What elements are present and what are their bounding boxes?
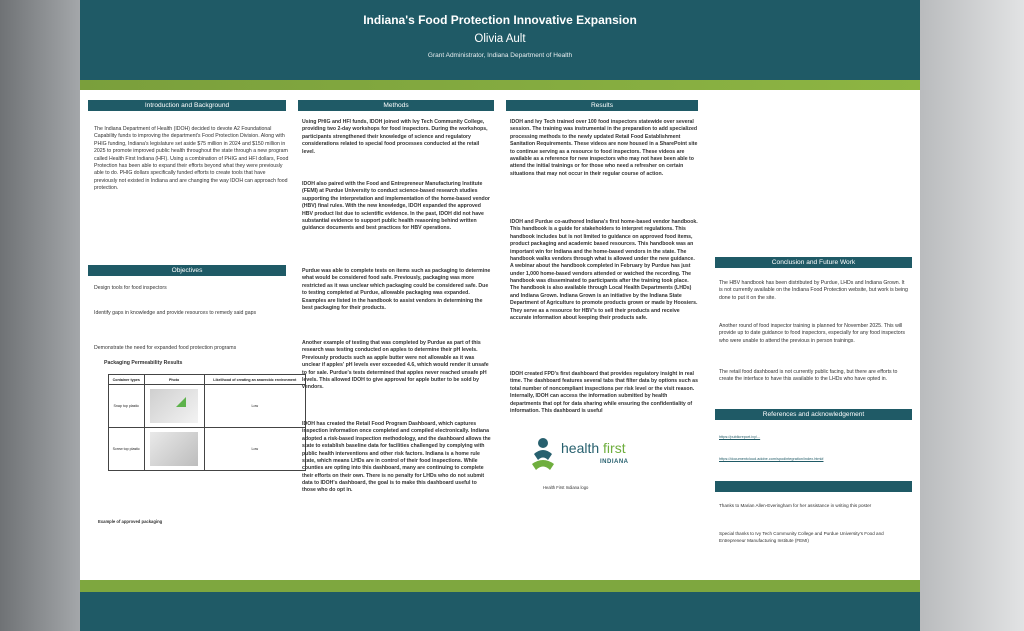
packaging-col-likelihood: Likelihood of creating an anaerobic environment — [204, 375, 305, 385]
logo-subtext: INDIANA — [600, 459, 629, 465]
methods-para-5: IDOH has created the Retail Food Program Dashboard, which captures inspection information once completed and compiled electronically. Indiana adopted a risk-based inspection methodology, and the dashboard allows the state to establish baseline data for facilities challenged by complying with public health interventions and other risk factors. Indiana is a home rule state, which means LHDs are in control of their food inspections. While counties are opting into this dashboard, many are continuing to complete their efforts on their own. There is no penalty for LHDs who do not submit data to IDOH's dashboard, the goal is to make this dashboard useful to those who do opt in. — [302, 421, 491, 494]
acknowledgement-1: Thanks to Marian Allen-Everingham for her assistance in writing this poster — [719, 503, 872, 508]
acknowledgement-bar — [715, 481, 912, 492]
packaging-type-cell: Snap top plastic — [109, 385, 145, 428]
poster-affiliation: Grant Administrator, Indiana Department of Health — [427, 52, 573, 59]
methods-para-2: IDOH also paired with the Food and Entrepreneur Manufacturing Institute (FEMI) at Purdue University to conduct science-based research studies supporting the interpretation and implementation of the home-based vendor (HBV) final rules. With the new knowledge, IDOH expanded the approved HBV product list due to scientific evidence. In the past, IDOH did not have substantial evidence to support public health reasoning behind written guidance documents and best practices for HBV operations. — [302, 181, 490, 232]
backdrop-right — [920, 0, 1024, 631]
packaging-photo-cell — [144, 385, 204, 428]
objective-3: Demonstrate the need for expanded food protection programs — [94, 345, 237, 351]
header-stripe — [80, 80, 920, 90]
objective-1: Design tools for food inspectors — [94, 285, 167, 291]
snap-top-container-image — [150, 389, 198, 423]
packaging-likelihood-cell: Low — [204, 385, 305, 428]
poster-author: Olivia Ault — [474, 33, 526, 45]
logo-word-health: health — [561, 440, 600, 456]
poster-header — [80, 0, 920, 80]
methods-heading: Methods — [298, 100, 494, 111]
poster-title: Indiana's Food Protection Innovative Expansion — [363, 13, 637, 27]
methods-para-3: Purdue was able to complete tests on items such as packaging to determine what would be considered food safe. Previously, packaging was more restricted as it was unclear which packaging could be considered safe. Due to testing completed at Purdue, allowable packaging was expanded. Examples are listed in the handbook to assist vendors in determining the best packaging for their products. — [302, 268, 491, 311]
packaging-col-photo: Photo — [144, 375, 204, 385]
references-heading: References and acknowledgement — [715, 409, 912, 420]
results-heading: Results — [506, 100, 698, 111]
methods-para-1: Using PHIG and HFI funds, IDOH joined with Ivy Tech Community College, providing two 2-day workshops for food inspectors. During the workshops, participants strengthened their knowledge of science and regulatory considerations related to special food processes conducted at the retail level. — [302, 119, 488, 155]
footer-stripe — [80, 580, 920, 592]
packaging-photo-cell — [144, 428, 204, 471]
reference-link-2[interactable]: https://documentcloud.adobe.com/spodintegration/index.html# — [719, 457, 824, 461]
packaging-caption: Example of approved packaging — [98, 519, 163, 524]
table-row — [109, 385, 306, 428]
conclusion-heading: Conclusion and Future Work — [715, 257, 912, 268]
acknowledgement-2: Special thanks to Ivy Tech Community College and Purdue University's Food and Entrepreneur Manufacturing Institute (FEMI) — [719, 531, 884, 543]
reference-link-1[interactable]: https://publicreport.ivy/... — [719, 435, 761, 439]
logo-caption: Health First Indiana logo — [543, 485, 589, 490]
packaging-col-type: Container types — [109, 375, 145, 385]
intro-text: The Indiana Department of Health (IDOH) decided to devote A2 Foundational Capability funds to improving the department's Food Protection Division. Along with PHIG funding, Indiana's legislature set aside $75 million in 2024 and $150 million in 2025 to promote improved public health throughout the state through a new program called Health First Indiana (HFI). Using a combination of PHIG and HFI dollars, Food Protection has been able to expand their efforts beyond what they were previously able to do. PHIG dollars specifically funded efforts to create tools that have previously not existed in Indiana and are changing the way IDOH can approach food protection. — [94, 126, 289, 191]
objectives-heading: Objectives — [88, 265, 286, 276]
objective-2: Identify gaps in knowledge and provide resources to remedy said gaps — [94, 310, 257, 316]
conclusion-para-2: Another round of food inspector training is planned for November 2025. This will provide up to date guidance to food inspectors, especially for any food inspectors who were unable to attend the previous in person trainings. — [719, 323, 906, 344]
poster — [80, 0, 920, 631]
logo-wordmark — [561, 440, 626, 456]
screw-top-container-image — [150, 432, 198, 466]
footer-bar — [80, 592, 920, 631]
conclusion-para-1: The HBV handbook has been distributed by Purdue, LHDs and Indiana Grown. It is not currently available on the Indiana Food Protection website, but work is being done to put it on the site. — [719, 280, 908, 301]
packaging-likelihood-cell: Low — [204, 428, 305, 471]
conclusion-para-3: The retail food dashboard is not currently public facing, but there are efforts to create the interface to have this available to the LHDs who have opted in. — [719, 369, 898, 383]
methods-para-4: Another example of testing that was completed by Purdue as part of this research was testing conducted on apples to determine their pH levels. Previously products such as apple butter were not allowable as it was unclear if apples' pH levels ever exceeded 4.6, which would render it unsafe to for sale. Purdue's tests determined that apples never reached unsafe pH levels. This allowed IDOH to give approval for apple butter to be sold by vendors. — [302, 340, 489, 391]
results-para-3: IDOH created FPD's first dashboard that provides regulatory insight in real time. The dashboard features several tabs that filter data by options such as total number of noncompliant inspections per risk level or the visit reason. Internally, IDOH can access the information submitted by health departments that opt for data sharing while ensuring the confidentiality of information. This dashboard is useful — [510, 371, 698, 414]
table-row — [109, 428, 306, 471]
results-para-1: IDOH and Ivy Tech trained over 100 food inspectors statewide over several session. The training was instrumental in the preparation to add specialized processing methods to the newly updated Retail Food Establishment Sanitation Requirements. These videos are now housed in a SharePoint site to continue serving as a resource to food inspectors. These videos are available as a reference for new inspectors who may not have been able to attend the initial trainings or for those who need a refresher on certain situations that may not occur in their regular course of action. — [510, 119, 698, 177]
logo-word-first: first — [603, 440, 626, 456]
packaging-table — [108, 374, 306, 471]
intro-heading: Introduction and Background — [88, 100, 286, 111]
backdrop-left — [0, 0, 80, 631]
packaging-type-cell: Screw top plastic — [109, 428, 145, 471]
results-para-2: IDOH and Purdue co-authored Indiana's first home-based vendor handbook. This handbook is a guide for stakeholders to interpret regulations. This handbook includes but is not limited to guidance on approved food items, product packaging and academic based resources. This handbook was an important win for Indiana and the home-based vendors in the state. The handbook walks vendors through what is allowed under the new guidance. A webinar about the handbook completed in February by Purdue has just under 1,000 home-based vendors attended or watched the recording. The handbook was disseminated to participants after the training took place. The handbook is also available through Local Health Departments (LHDs) and Indiana Grown. Indiana Grown is an initiative by the Indiana State Department of Agriculture to promote products grown or made by Hoosiers. They serve as a resource for HBV's to sell their products and receive accurate information about keeping their products safe. — [510, 219, 698, 321]
packaging-table-title: Packaging Permeability Results — [104, 360, 183, 366]
